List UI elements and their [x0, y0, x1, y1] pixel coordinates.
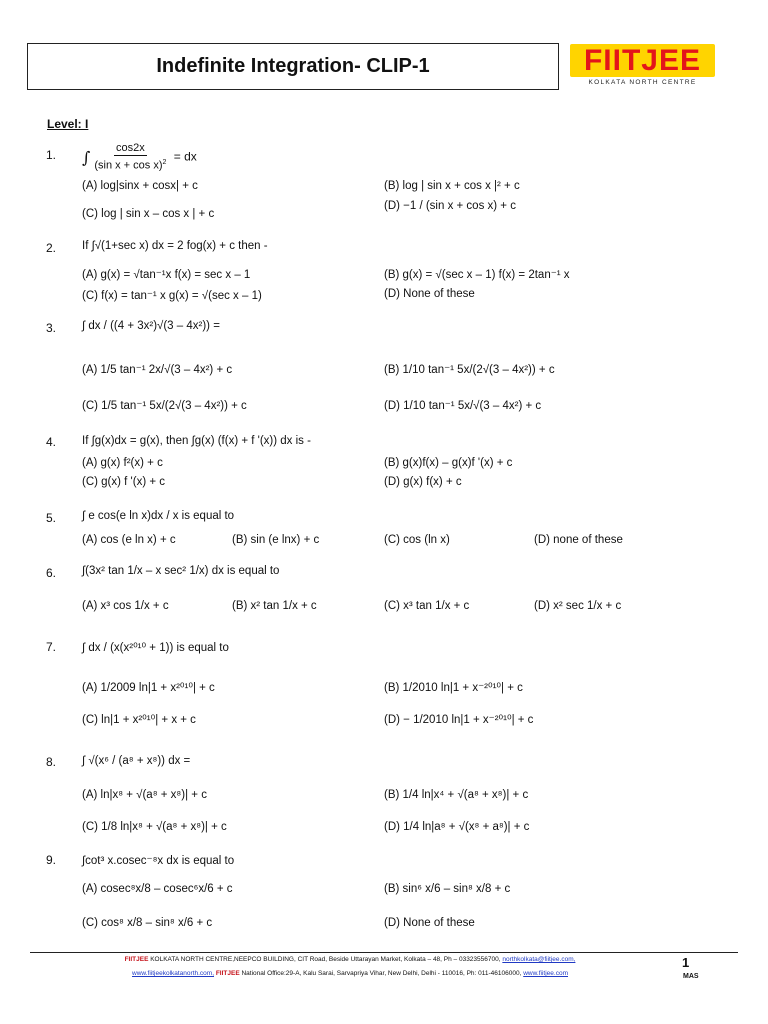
question-number: 6.: [46, 566, 57, 580]
option: (D) −1 / (sin x + cos x) + c: [384, 200, 516, 212]
option: (A) log|sinx + cosx| + c: [82, 180, 198, 192]
option: (D) 1/4 ln|a⁸ + √(x⁸ + a⁸)| + c: [384, 821, 530, 833]
option: (C) ln|1 + x²⁰¹⁰| + x + c: [82, 714, 196, 726]
logo-subtext: KOLKATA NORTH CENTRE: [588, 79, 697, 86]
question-number: 4.: [46, 435, 57, 449]
footer-line-1: [70, 956, 630, 963]
option: (B) g(x)f(x) – g(x)f '(x) + c: [384, 457, 513, 469]
question-stem: ∫ dx / ((4 + 3x²)√(3 – 4x²)) =: [82, 320, 220, 332]
footer-email-link[interactable]: northkolkata@fiitjee.com,: [502, 956, 576, 963]
question-number: 7.: [46, 640, 57, 654]
option: (D) None of these: [384, 288, 475, 300]
question-number: 9.: [46, 853, 57, 867]
option: (C) cos⁸ x/8 – sin⁸ x/6 + c: [82, 917, 213, 929]
option: (A) 1/2009 ln|1 + x²⁰¹⁰| + c: [82, 682, 215, 694]
question-number: 8.: [46, 755, 57, 769]
option: (A) cosec⁸x/8 – cosec⁶x/6 + c: [82, 883, 233, 895]
footer-address: KOLKATA NORTH CENTRE,NEEPCO BUILDING, CIT Road, Beside Uttarayan Market, Kolkata – 48, Ph – 03323556700,: [150, 956, 501, 963]
question-number: 5.: [46, 511, 57, 525]
question-stem: If ∫√(1+sec x) dx = 2 fog(x) + c then -: [82, 240, 268, 252]
question-stem: ∫ e cos(e ln x)dx / x is equal to: [82, 510, 235, 522]
option: (D) None of these: [384, 917, 475, 929]
page-tag: MAS: [683, 973, 699, 980]
question-number: 1.: [46, 148, 57, 162]
footer-brand: FIITJEE: [215, 970, 240, 977]
question-stem: ∫(3x² tan 1/x – x sec² 1/x) dx is equal to: [82, 565, 280, 577]
option: (C) cos (ln x): [384, 534, 450, 546]
logo-mark: FIITJEE: [570, 44, 715, 77]
option: (D) g(x) f(x) + c: [384, 476, 462, 488]
footer-divider: [30, 952, 738, 953]
page-number: 1: [682, 955, 690, 970]
option: (D) − 1/2010 ln|1 + x⁻²⁰¹⁰| + c: [384, 714, 534, 726]
option: (A) cos (e ln x) + c: [82, 534, 176, 546]
question-number: 3.: [46, 321, 57, 335]
footer-website-link[interactable]: www.fiitjeekolkatanorth.com,: [132, 970, 215, 977]
question-stem: ∫cot³ x.cosec⁻⁸x dx is equal to: [82, 855, 235, 867]
option: (A) g(x) f²(x) + c: [82, 457, 163, 469]
option: (B) x² tan 1/x + c: [232, 600, 317, 612]
footer-brand: FIITJEE: [124, 956, 149, 963]
option: (C) 1/8 ln|x⁸ + √(a⁸ + x⁸)| + c: [82, 821, 227, 833]
option: (B) g(x) = √(sec x – 1) f(x) = 2tan⁻¹ x: [384, 269, 570, 281]
option: (C) f(x) = tan⁻¹ x g(x) = √(sec x – 1): [82, 290, 262, 302]
question-stem: ∫ $\frac{\cos 2x}{(\sin x + \cos x)^2}$ = dx: [82, 142, 197, 172]
fiitjee-logo: [570, 44, 715, 86]
option: (B) sin⁶ x/6 – sin⁸ x/8 + c: [384, 883, 511, 895]
option: (D) x² sec 1/x + c: [534, 600, 622, 612]
option: (A) g(x) = √tan⁻¹x f(x) = sec x – 1: [82, 269, 251, 281]
option: (D) none of these: [534, 534, 623, 546]
footer-line-2: [70, 970, 630, 977]
question-stem: ∫ √(x⁶ / (a⁸ + x⁸)) dx =: [82, 755, 191, 767]
option: (A) 1/5 tan⁻¹ 2x/√(3 – 4x²) + c: [82, 364, 233, 376]
option: (C) log | sin x – cos x | + c: [82, 208, 215, 220]
title-text: Indefinite Integration- CLIP-1: [156, 55, 430, 77]
question-stem: ∫ dx / (x(x²⁰¹⁰ + 1)) is equal to: [82, 642, 229, 654]
option: (B) log | sin x + cos x |² + c: [384, 180, 520, 192]
page-title: [27, 43, 559, 90]
option: (B) 1/4 ln|x⁴ + √(a⁸ + x⁸)| + c: [384, 789, 529, 801]
question-stem: If ∫g(x)dx = g(x), then ∫g(x) (f(x) + f '(x)) dx is -: [82, 435, 311, 447]
question-number: 2.: [46, 241, 57, 255]
footer-website-link-2[interactable]: www.fiitjee.com: [523, 970, 568, 977]
level-label: Level: I: [47, 117, 89, 131]
option: (A) x³ cos 1/x + c: [82, 600, 169, 612]
footer-national-office: National Office:29-A, Kalu Sarai, Sarvapriya Vihar, New Delhi, Delhi - 110016, Ph: 011-46106000,: [241, 970, 522, 977]
option: (B) 1/10 tan⁻¹ 5x/(2√(3 – 4x²)) + c: [384, 364, 555, 376]
option: (C) 1/5 tan⁻¹ 5x/(2√(3 – 4x²)) + c: [82, 400, 247, 412]
option: (A) ln|x⁸ + √(a⁸ + x⁸)| + c: [82, 789, 207, 801]
option: (C) g(x) f '(x) + c: [82, 476, 166, 488]
option: (D) 1/10 tan⁻¹ 5x/√(3 – 4x²) + c: [384, 400, 542, 412]
option: (B) sin (e lnx) + c: [232, 534, 320, 546]
option: (B) 1/2010 ln|1 + x⁻²⁰¹⁰| + c: [384, 682, 523, 694]
option: (C) x³ tan 1/x + c: [384, 600, 470, 612]
